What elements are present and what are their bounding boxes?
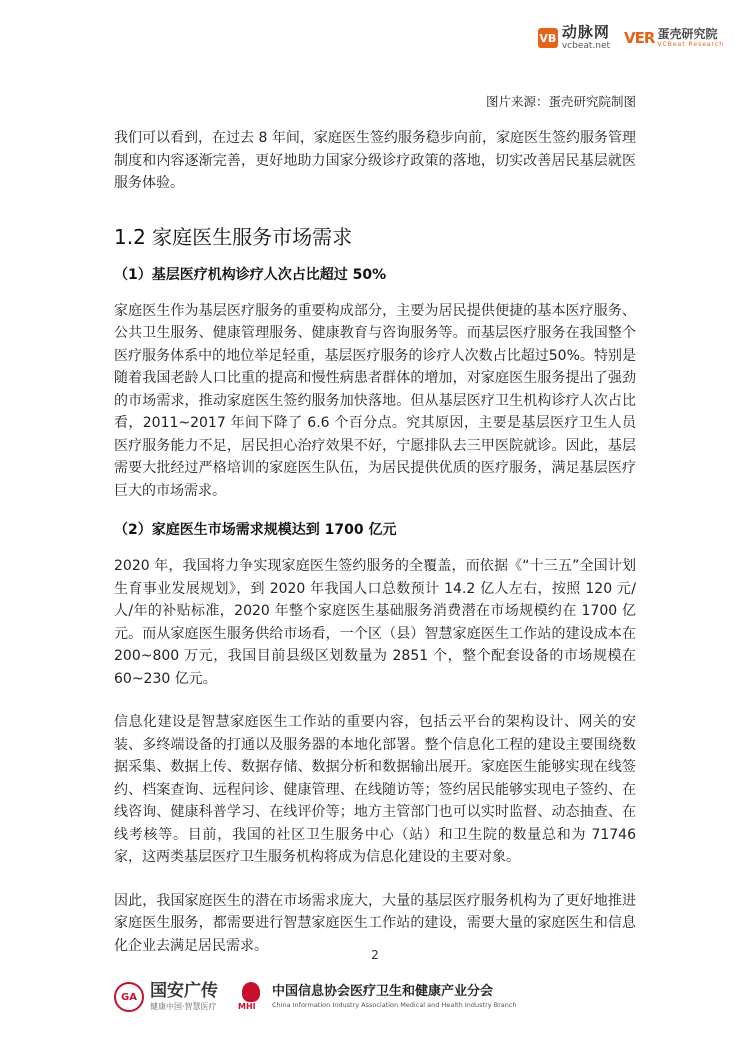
vcbeat-research-logo-cn: 蛋壳研究院 [657,27,718,41]
vcbeat-research-logo [624,28,724,48]
subsection-title-1: （1）基层医疗机构诊疗人次占比超过 50% [114,266,387,283]
image-source-caption: 图片来源：蛋壳研究院制图 [485,94,636,109]
mhi-emblem-label: MHI [238,1002,256,1011]
subsection-title-2: （2）家庭医生市场需求规模达到 1700 亿元 [114,522,397,538]
gaguang-logo-cn: 国安广传 [150,981,218,1002]
vcbeat-logo-icon: VB [538,28,558,48]
subsection-2-paragraph-2: 信息化建设是智慧家庭医生工作站的重要内容，包括云平台的架构设计、网关的安装、多终端设备的打通以及服务器的本地化部署。整个信息化工程的建设主要围绕数据采集、数据上传、数据存储、数据分析和数据输出展开。家庭医生能够实现在线签约、档案查询、远程问诊、健康管理、在线随访等；签约居民能够实现电子签约、在线咨询、健康科普学习、在线评价等；地方主管部门也可以实时监督、动态抽查、在线考核等。目前，我国的社区卫生服务中心（站）和卫生院的数量总和为 71746 家，这两类基层医疗卫生服务机构将成为信息化建设的主要对象。 [114,714,636,865]
page-header [538,22,724,54]
mhi-logo-cn: 中国信息协会医疗卫生和健康产业分会 [272,984,494,1000]
intro-paragraph: 我们可以看到，在过去 8 年间，家庭医生签约服务稳步向前，家庭医生签约服务管理制度和内容逐渐完善，更好地助力国家分级诊疗政策的落地，切实改善居民基层就医服务体验。 [114,130,636,191]
document-body [114,92,636,957]
vcbeat-research-logo-icon: VER [624,29,655,47]
mhi-logo [236,982,517,1012]
section-title: 1.2 家庭医生服务市场需求 [114,224,353,249]
mhi-logo-en: China Information Industry Association Medical and Health Industry Branch [272,1000,517,1009]
subsection-1-paragraph-1: 家庭医生作为基层医疗服务的重要构成部分，主要为居民提供便捷的基本医疗服务、公共卫生服务、健康管理服务、健康教育与咨询服务等。而基层医疗服务在我国整个医疗服务体系中的地位举足轻重，基层医疗服务的诊疗人次数占比超过50%。特别是随着我国老龄人口比重的提高和慢性病患者群体的增加，对家庭医生服务提出了强劲的市场需求，推动家庭医生签约服务加快落地。但从基层医疗卫生机构诊疗人次占比看，2011~2017 年间下降了 6.6 个百分点。究其原因，主要是基层医疗卫生人员医疗服务能力不足，居民担心治疗效果不好，宁愿排队去三甲医院就诊。因此，基层需要大批经过严格培训的家庭医生队伍，为居民提供优质的医疗服务，满足基层医疗巨大的市场需求。 [114,302,636,499]
vcbeat-logo-en: vcbeat.net [561,41,611,51]
subsection-2-paragraph-3: 因此，我国家庭医生的潜在市场需求庞大，大量的基层医疗服务机构为了更好地推进家庭医生服务，都需要进行智慧家庭医生工作站的建设，需要大量的家庭医生和信息化企业去满足居民需求。 [114,892,636,954]
subsection-2-paragraph-1: 2020 年，我国将力争实现家庭医生签约服务的全覆盖，而依据《“十三五”全国计划生育事业发展规划》，到 2020 年我国人口总数预计 14.2 亿人左右，按照 120 元/人/年的补贴标准，2020 年整个家庭医生基础服务消费潜在市场规模约在 1700 亿元。而从家庭医生服务供给市场看，一个区（县）智慧家庭医生工作站的建设成本在 200~800 万元，我国目前县级区划数量为 2851 个，整个配套设备的市场规模在 60~230 亿元。 [114,558,636,687]
gaguang-logo [114,982,218,1012]
vcbeat-logo [538,25,610,51]
vcbeat-research-logo-en: VCBeat Research [657,41,724,48]
gaguang-emblem-icon: GA [114,982,144,1012]
page-number: 2 [371,948,379,962]
gaguang-logo-tagline: 健康中国·智慧医疗 [150,1001,217,1011]
page-footer [114,982,517,1012]
mhi-emblem-icon [236,982,266,1012]
vcbeat-logo-cn: 动脉网 [561,23,610,41]
